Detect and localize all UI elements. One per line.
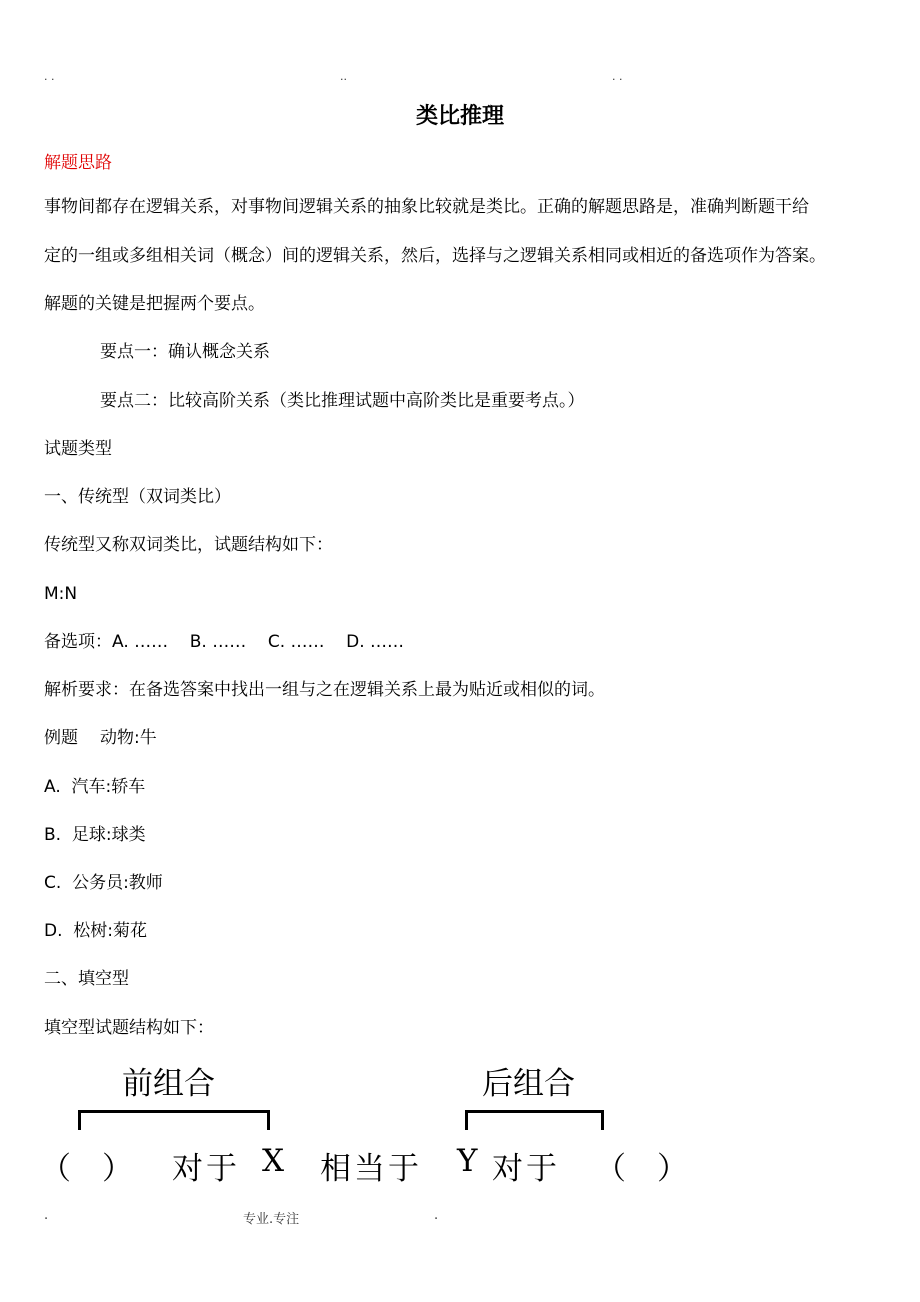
- type2-description: 填空型试题结构如下：: [44, 1018, 214, 1038]
- footer-text: 专业.专注: [243, 1212, 300, 1227]
- example-choice-a: A. 汽车:轿车: [44, 777, 146, 797]
- variable-x: X: [262, 1143, 285, 1179]
- type1-options: 备选项：A. …… B. …… C. …… D. ……: [44, 632, 405, 652]
- example-label: 例题: [44, 728, 78, 748]
- example-stem: 动物:牛: [100, 728, 157, 748]
- text-duiyu-1: 对于: [172, 1151, 240, 1187]
- text-xiangdangyu: 相当于: [320, 1151, 422, 1187]
- example-choice-c: C. 公务员:教师: [44, 873, 163, 893]
- front-combination-bracket: [78, 1110, 270, 1130]
- footer-left-mark: .: [44, 1208, 49, 1223]
- intro-line-2: 定的一组或多组相关词（概念）间的逻辑关系，然后，选择与之逻辑关系相同或相近的备选项作为答案。: [44, 246, 826, 266]
- header-center-mark: ..: [340, 70, 347, 83]
- variable-y: Y: [457, 1143, 478, 1179]
- text-duiyu-2: 对于: [492, 1151, 560, 1187]
- type1-requirement: 解析要求：在备选答案中找出一组与之在逻辑关系上最为贴近或相似的词。: [44, 680, 605, 700]
- type1-heading: 一、传统型（双词类比）: [44, 487, 231, 507]
- type1-description: 传统型又称双词类比，试题结构如下：: [44, 535, 333, 555]
- key-point-1: 要点一：确认概念关系: [100, 342, 270, 362]
- page-title: 类比推理: [415, 104, 504, 129]
- back-blank: （ ）: [595, 1151, 688, 1187]
- header-left-mark: . .: [44, 70, 55, 83]
- back-combination-bracket: [465, 1110, 604, 1130]
- key-point-2: 要点二：比较高阶关系（类比推理试题中高阶类比是重要考点。）: [100, 391, 585, 411]
- example-choice-d: D. 松树:菊花: [44, 921, 148, 941]
- intro-line-1: 事物间都存在逻辑关系，对事物间逻辑关系的抽象比较就是类比。正确的解题思路是，准确判断题干给: [44, 197, 809, 217]
- types-heading: 试题类型: [44, 439, 112, 459]
- type2-heading: 二、填空型: [44, 969, 129, 989]
- footer-right-mark: .: [434, 1208, 439, 1223]
- section-heading-approach: 解题思路: [44, 153, 112, 173]
- example-choice-b: B. 足球:球类: [44, 825, 146, 845]
- front-blank: （ ）: [40, 1151, 133, 1187]
- front-combination-label: 前组合: [122, 1066, 215, 1102]
- intro-line-3: 解题的关键是把握两个要点。: [44, 294, 265, 314]
- back-combination-label: 后组合: [482, 1066, 575, 1102]
- type1-pattern: M:N: [44, 584, 78, 604]
- header-right-mark: . .: [612, 70, 623, 83]
